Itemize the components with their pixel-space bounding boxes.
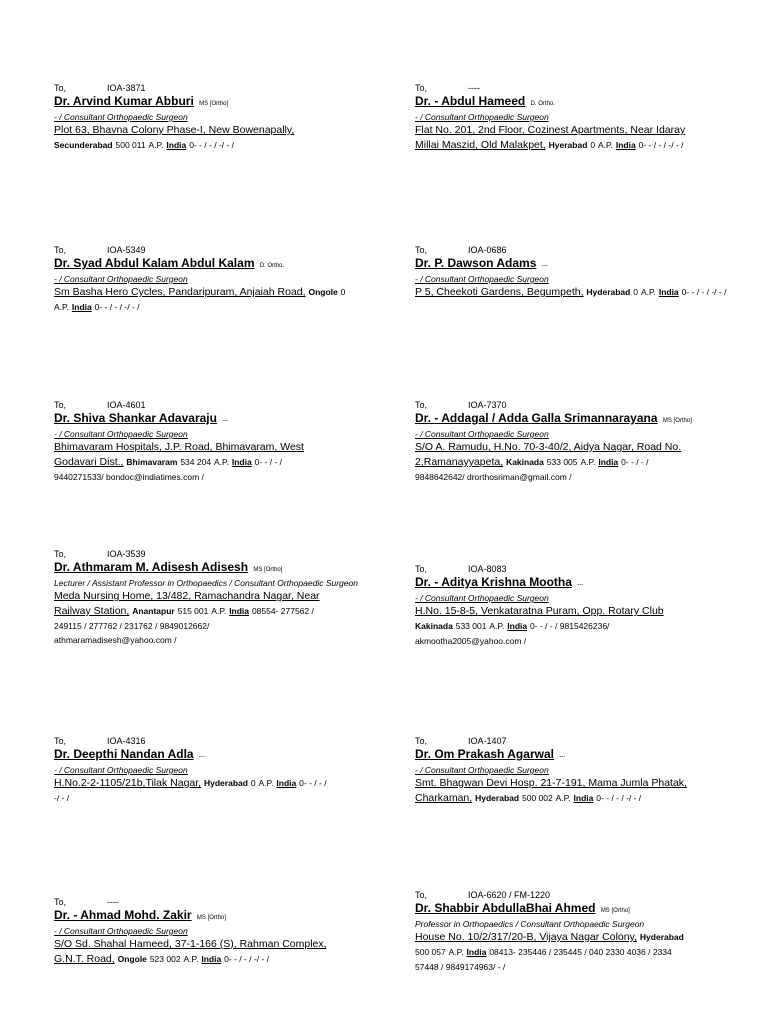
city: Hyderabad xyxy=(639,932,684,942)
qualification: MS [Ortho] xyxy=(600,908,630,914)
contact-line: 57448 / 9849174963/ - / xyxy=(415,962,506,972)
to-line xyxy=(415,563,745,575)
contact-line: athmaramadisesh@yahoo.com / xyxy=(54,635,177,645)
name-line xyxy=(415,411,745,429)
pin: 515 001 xyxy=(177,606,209,616)
phones: 0- - / - / -/ - / xyxy=(638,140,684,150)
phones: 0- - / - / -/ - / xyxy=(189,140,235,150)
phones: 0- - / - / xyxy=(254,457,283,467)
doctor-name: Dr. Deepthi Nandan Adla xyxy=(54,747,194,761)
address-card xyxy=(54,896,384,967)
country: India xyxy=(71,302,92,312)
street-line: Smt. Bhagwan Devi Hosp. 21-7-191, Mama Jumla Phatak, xyxy=(415,777,687,789)
street-line: S/O A. Ramudu, H.No. 70-3-40/2, Aidya Nagar, Road No. xyxy=(415,441,682,453)
country: India xyxy=(466,947,487,957)
street-line: H.No. 15-8-5, Venkataratna Puram, Opp. Rotary Club xyxy=(415,605,664,617)
pin: 533 001 xyxy=(455,621,487,631)
city: Hyderabad xyxy=(475,793,520,803)
to-label: To, xyxy=(54,245,67,255)
address: P 5, Cheekoti Gardens, Begumpeth, Hyderabad 0 A.P. India 0- - / - / -/ - / xyxy=(415,286,727,298)
address: H.No.2-2-1105/21b,Tilak Nagar, Hyderabad 0 A.P. India 0- - / - / xyxy=(54,777,327,789)
address: S/O Sd. Shahal Hameed, 37-1-166 (S), Rahman Complex, G.N.T. Road, Ongole 523 002 A.P. India 0- - / - / -/ - / xyxy=(54,938,327,965)
city: Hyderabad xyxy=(586,287,631,297)
street-line: Charkaman, xyxy=(415,792,473,804)
to-line xyxy=(415,82,745,94)
name-line xyxy=(415,575,745,593)
name-line xyxy=(415,901,745,919)
qualification: D. Ortho. xyxy=(530,101,555,107)
doctor-name: Dr. Arvind Kumar Abburi xyxy=(54,94,194,108)
qualification: MS [Ortho] xyxy=(196,915,226,921)
pin: 0 xyxy=(250,778,256,788)
doctor-name: Dr. Om Prakash Agarwal xyxy=(415,747,554,761)
city: Secunderabad xyxy=(54,140,113,150)
contact-line: 9440271533/ bondoc@indiatimes.com / xyxy=(54,472,204,482)
doctor-name: Dr. Shabbir AbdullaBhai Ahmed xyxy=(415,901,596,915)
city: Hyderabad xyxy=(204,778,248,788)
designation: - / Consultant Orthopaedic Surgeon xyxy=(54,429,188,439)
qualification: D. Ortho. xyxy=(259,263,285,269)
name-line xyxy=(415,94,745,112)
name-line xyxy=(54,747,384,765)
country: India xyxy=(276,778,297,788)
country: India xyxy=(573,793,594,803)
member-code: IOA-4316 xyxy=(107,736,146,746)
street-line: Millai Maszid, Old Malakpet, xyxy=(415,139,546,151)
to-line xyxy=(54,244,384,256)
to-label: To, xyxy=(54,400,67,410)
street-line: 2,Ramanayyapeta, xyxy=(415,456,504,468)
member-code: IOA-1407 xyxy=(468,736,507,746)
street-line: Bhimavaram Hospitals, J.P. Road, Bhimavaram, West xyxy=(54,441,304,453)
name-line xyxy=(54,256,384,274)
designation: Lecturer / Assistant Professor in Orthopaedics / Consultant Orthopaedic Surgeon xyxy=(54,578,358,588)
contact-line: -/ - / xyxy=(54,793,70,803)
doctor-name: Dr. P. Dawson Adams xyxy=(415,256,537,270)
street-line: S/O Sd. Shahal Hameed, 37-1-166 (S), Rahman Complex, xyxy=(54,938,327,950)
street-line: Godavari Dist., xyxy=(54,456,124,468)
designation: - / Consultant Orthopaedic Surgeon xyxy=(54,274,188,284)
pin: 533 005 xyxy=(546,457,578,467)
city: Ongole xyxy=(117,954,147,964)
address-card xyxy=(415,399,745,484)
address-card xyxy=(415,82,745,153)
member-code: IOA-3539 xyxy=(107,549,146,559)
phones: 0- - / - / xyxy=(621,457,649,467)
phones: 0- - / - / 9815426236/ xyxy=(530,621,610,631)
to-label: To, xyxy=(54,897,67,907)
to-line xyxy=(54,735,384,747)
member-code: ---- xyxy=(468,83,480,93)
member-code: IOA-4601 xyxy=(107,400,146,410)
street-line: G.N.T. Road, xyxy=(54,953,115,965)
country: India xyxy=(166,140,187,150)
street-line: Flat No. 201, 2nd Floor, Cozinest Apartments, Near Idaray xyxy=(415,124,686,136)
address-card xyxy=(415,889,745,974)
member-code: IOA-0686 xyxy=(468,245,507,255)
country: India xyxy=(229,606,250,616)
to-line xyxy=(54,896,384,908)
phones: 08413- 235446 / 235445 / 040 2330 4036 / 2334 xyxy=(489,947,672,957)
city: Kakinada xyxy=(506,457,544,467)
phones: 0- - / - / xyxy=(299,778,327,788)
to-label: To, xyxy=(415,245,428,255)
member-code: ---- xyxy=(107,897,119,907)
address-card xyxy=(54,399,384,484)
address-card xyxy=(415,735,745,806)
name-line xyxy=(54,94,384,112)
to-line xyxy=(54,82,384,94)
phones: 0- - / - / -/ - / xyxy=(681,287,727,297)
to-label: To, xyxy=(54,736,67,746)
doctor-name: Dr. Syad Abdul Kalam Abdul Kalam xyxy=(54,256,255,270)
address: S/O A. Ramudu, H.No. 70-3-40/2, Aidya Nagar, Road No. 2,Ramanayyapeta, Kakinada 533 005 A.P. India 0- - / - / xyxy=(415,441,682,468)
qualification: --- xyxy=(541,263,548,269)
contact-line: 9848642642/ drorthosriman@gmail.com / xyxy=(415,472,572,482)
phones: 0- - / - / -/ - / xyxy=(596,793,642,803)
name-line xyxy=(54,411,384,429)
address: Meda Nursing Home, 13/482, Ramachandra Nagar, Near Railway Station, Anantapur 515 001 A.P. India 08554- 277562 / xyxy=(54,590,320,617)
to-label: To, xyxy=(415,83,428,93)
designation: - / Consultant Orthopaedic Surgeon xyxy=(415,765,549,775)
pin: 523 002 xyxy=(149,954,181,964)
name-line xyxy=(415,256,745,274)
to-label: To, xyxy=(415,890,428,900)
pin: 500 057 xyxy=(415,947,446,957)
qualification: MS [Ortho] xyxy=(253,567,283,573)
member-code: IOA-3871 xyxy=(107,83,146,93)
designation: - / Consultant Orthopaedic Surgeon xyxy=(54,112,188,122)
qualification: MS [Ortho] xyxy=(662,418,692,424)
member-code: IOA-8083 xyxy=(468,564,507,574)
address-card xyxy=(54,548,384,647)
doctor-name: Dr. Athmaram M. Adisesh Adisesh xyxy=(54,560,249,574)
to-line xyxy=(54,548,384,560)
phones: 0- - / - / -/ - / xyxy=(224,954,269,964)
contact-line: 249115 / 277762 / 231762 / 9849012662/ xyxy=(54,621,210,631)
pin: 0 xyxy=(340,287,346,297)
city: Ongole xyxy=(308,287,338,297)
name-line xyxy=(54,908,384,926)
qualification: --- xyxy=(222,418,229,424)
to-line xyxy=(54,399,384,411)
doctor-name: Dr. - Ahmad Mohd. Zakir xyxy=(54,908,192,922)
street-line: Railway Station, xyxy=(54,605,130,617)
country: India xyxy=(658,287,679,297)
address-card xyxy=(415,563,745,648)
street-line: H.No.2-2-1105/21b,Tilak Nagar, xyxy=(54,777,202,789)
address: Plot 63, Bhavna Colony Phase-I, New Bowenapally, Secunderabad 500 011 A.P. India 0- - / - / -/ - / xyxy=(54,124,295,150)
country: India xyxy=(507,621,528,631)
address-card xyxy=(415,244,745,300)
address-card xyxy=(54,82,384,153)
qualification: MS [Ortho] xyxy=(199,101,229,107)
qualification: --- xyxy=(559,754,566,760)
country: India xyxy=(598,457,619,467)
to-line xyxy=(415,244,745,256)
designation: - / Consultant Orthopaedic Surgeon xyxy=(54,765,188,775)
street-line: House No. 10/2/317/20-B, Vijaya Nagar Colony, xyxy=(415,931,637,943)
contact-line: akmootha2005@yahoo.com / xyxy=(415,636,527,646)
address: Smt. Bhagwan Devi Hosp. 21-7-191, Mama Jumla Phatak, Charkaman, Hyderabad 500 002 A.P. India 0- - / - / -/ - / xyxy=(415,777,687,804)
to-label: To, xyxy=(54,83,67,93)
city: Anantapur xyxy=(132,606,175,616)
to-label: To, xyxy=(415,564,428,574)
pin: 534 204 xyxy=(180,457,212,467)
doctor-name: Dr. - Abdul Hameed xyxy=(415,94,526,108)
to-line xyxy=(415,399,745,411)
city: Kakinada xyxy=(415,621,453,631)
to-line xyxy=(415,889,745,901)
address: Sm Basha Hero Cycles, Pandaripuram, Anjaiah Road, Ongole 0 A.P. India 0- - / - / -/ - / xyxy=(54,286,346,312)
qualification: --- xyxy=(577,582,584,588)
designation: - / Consultant Orthopaedic Surgeon xyxy=(415,112,549,122)
address-card xyxy=(54,735,384,805)
pin: 500 002 xyxy=(521,793,553,803)
designation: - / Consultant Orthopaedic Surgeon xyxy=(415,593,549,603)
to-label: To, xyxy=(415,400,428,410)
street-line: P 5, Cheekoti Gardens, Begumpeth, xyxy=(415,286,584,298)
doctor-name: Dr. Shiva Shankar Adavaraju xyxy=(54,411,217,425)
doctor-name: Dr. - Addagal / Adda Galla Srimannarayana xyxy=(415,411,658,425)
country: India xyxy=(231,457,252,467)
designation: - / Consultant Orthopaedic Surgeon xyxy=(415,429,549,439)
member-code: IOA-6620 / FM-1220 xyxy=(468,890,551,900)
pin: 0 xyxy=(633,287,639,297)
country: India xyxy=(201,954,222,964)
address: H.No. 15-8-5, Venkataratna Puram, Opp. Rotary Club Kakinada 533 001 A.P. India 0- - / - / 9815426236/ xyxy=(415,605,664,631)
to-line xyxy=(415,735,745,747)
member-code: IOA-7370 xyxy=(468,400,507,410)
street-line: Plot 63, Bhavna Colony Phase-I, New Bowenapally, xyxy=(54,124,295,136)
phones: 08554- 277562 / xyxy=(251,606,314,616)
designation: - / Consultant Orthopaedic Surgeon xyxy=(415,274,549,284)
designation: - / Consultant Orthopaedic Surgeon xyxy=(54,926,188,936)
country: India xyxy=(615,140,636,150)
designation: Professor in Orthopaedics / Consultant Orthopaedic Surgeon xyxy=(415,919,645,929)
city: Hyerabad xyxy=(548,140,588,150)
qualification: --- xyxy=(198,754,205,760)
city: Bhimavaram xyxy=(126,457,178,467)
to-label: To, xyxy=(54,549,67,559)
name-line xyxy=(415,747,745,765)
doctor-name: Dr. - Aditya Krishna Mootha xyxy=(415,575,572,589)
address: House No. 10/2/317/20-B, Vijaya Nagar Colony, Hyderabad 500 057 A.P. India 08413- 235446 / 235445 / 040 2330 4036 / 2334 xyxy=(415,931,684,957)
address: Flat No. 201, 2nd Floor, Cozinest Apartments, Near Idaray Millai Maszid, Old Malakpet, Hyerabad 0 A.P. India 0- - / - / -/ - / xyxy=(415,124,686,151)
to-label: To, xyxy=(415,736,428,746)
address-card xyxy=(54,244,384,315)
phones: 0- - / - / -/ - / xyxy=(94,302,140,312)
member-code: IOA-5349 xyxy=(107,245,146,255)
street-line: Meda Nursing Home, 13/482, Ramachandra Nagar, Near xyxy=(54,590,320,602)
name-line xyxy=(54,560,384,578)
pin: 500 011 xyxy=(115,140,146,150)
address: Bhimavaram Hospitals, J.P. Road, Bhimavaram, West Godavari Dist., Bhimavaram 534 204 A.P. India 0- - / - / xyxy=(54,441,304,468)
street-line: Sm Basha Hero Cycles, Pandaripuram, Anjaiah Road, xyxy=(54,286,306,298)
pin: 0 xyxy=(590,140,596,150)
